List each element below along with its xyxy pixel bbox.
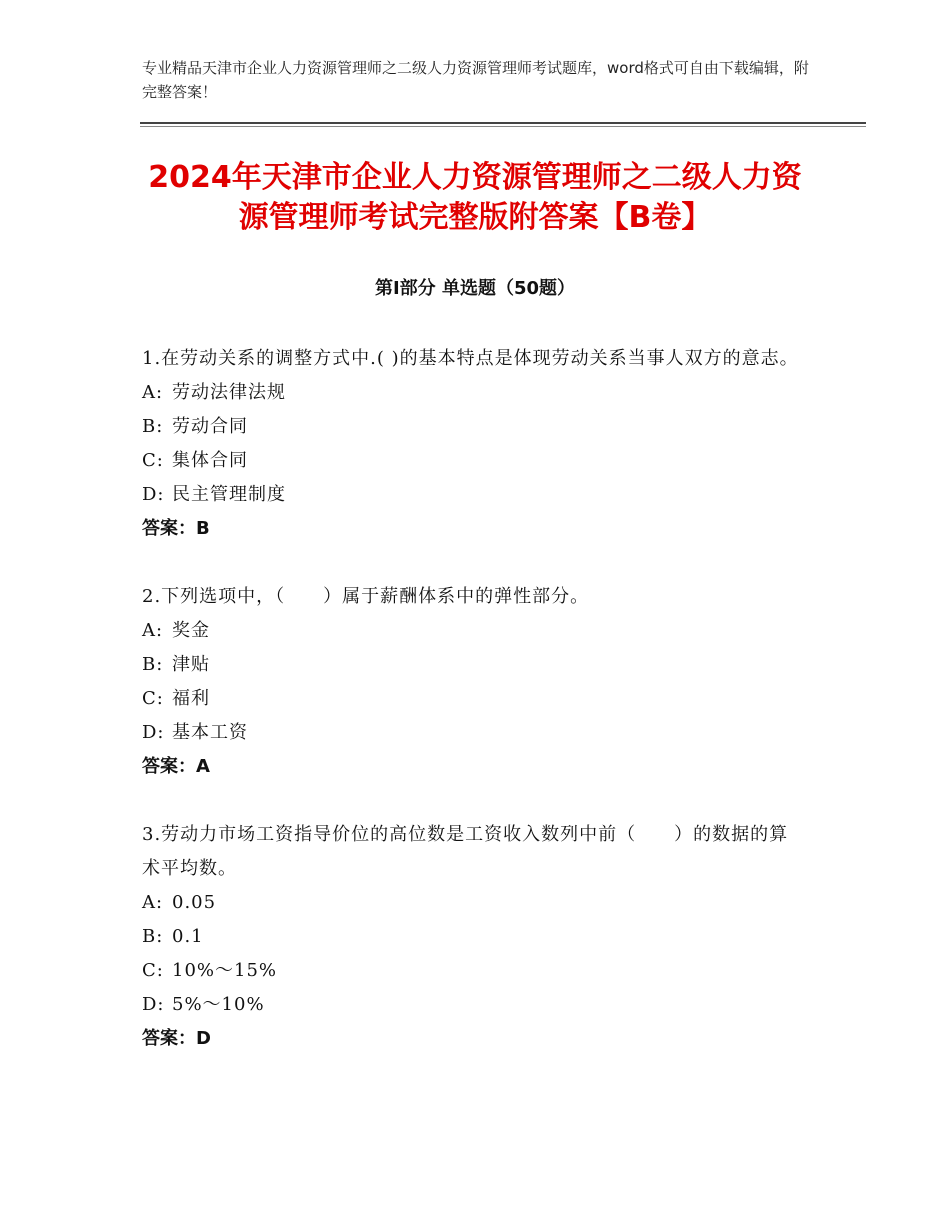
option-c bbox=[142, 682, 802, 716]
option-text: 民主管理制度 bbox=[172, 484, 286, 505]
option-key: D: bbox=[142, 722, 165, 743]
question-list bbox=[142, 342, 802, 1090]
question-2 bbox=[142, 580, 802, 784]
header-note: 专业精品天津市企业人力资源管理师之二级人力资源管理师考试题库，word格式可自由下载编辑，附完整答案！ bbox=[142, 59, 809, 101]
option-key: A: bbox=[142, 382, 164, 403]
option-text: 基本工资 bbox=[172, 722, 248, 743]
option-a bbox=[142, 614, 802, 648]
option-text: 0.1 bbox=[172, 926, 204, 947]
option-a bbox=[142, 376, 802, 410]
question-1 bbox=[142, 342, 802, 546]
answer: 答案：D bbox=[142, 1028, 211, 1049]
option-key: B: bbox=[142, 654, 164, 675]
option-b bbox=[142, 410, 802, 444]
option-key: C: bbox=[142, 960, 164, 981]
option-text: 10%～15% bbox=[172, 960, 278, 981]
option-text: 5%～10% bbox=[172, 994, 265, 1015]
document-title: 2024年天津市企业人力资源管理师之二级人力资源管理师考试完整版附答案【B卷】 bbox=[148, 160, 802, 235]
option-text: 津贴 bbox=[172, 654, 210, 675]
option-a bbox=[142, 886, 802, 920]
answer: 答案：A bbox=[142, 756, 210, 777]
option-text: 集体合同 bbox=[172, 450, 248, 471]
option-b bbox=[142, 920, 802, 954]
question-stem: 1.在劳动关系的调整方式中.( )的基本特点是体现劳动关系当事人双方的意志。 bbox=[142, 348, 799, 369]
option-text: 福利 bbox=[172, 688, 210, 709]
option-d bbox=[142, 478, 802, 512]
option-text: 0.05 bbox=[172, 892, 217, 913]
header-rule-thin bbox=[140, 126, 866, 127]
option-key: A: bbox=[142, 892, 164, 913]
answer: 答案：B bbox=[142, 518, 210, 539]
option-key: B: bbox=[142, 926, 164, 947]
question-stem: 3.劳动力市场工资指导价位的高位数是工资收入数列中前（ ）的数据的算术平均数。 bbox=[142, 824, 789, 879]
option-key: D: bbox=[142, 994, 165, 1015]
section-title: 第Ⅰ部分 单选题（50题） bbox=[374, 278, 575, 299]
option-d bbox=[142, 988, 802, 1022]
option-c bbox=[142, 444, 802, 478]
option-d bbox=[142, 716, 802, 750]
option-c bbox=[142, 954, 802, 988]
option-b bbox=[142, 648, 802, 682]
question-3 bbox=[142, 818, 802, 1056]
option-key: B: bbox=[142, 416, 164, 437]
option-text: 劳动合同 bbox=[172, 416, 248, 437]
option-text: 劳动法律法规 bbox=[172, 382, 286, 403]
option-text: 奖金 bbox=[172, 620, 210, 641]
option-key: D: bbox=[142, 484, 165, 505]
question-stem: 2.下列选项中，（ ）属于薪酬体系中的弹性部分。 bbox=[142, 586, 590, 607]
header-rule bbox=[140, 122, 866, 124]
option-key: C: bbox=[142, 688, 164, 709]
option-key: C: bbox=[142, 450, 164, 471]
option-key: A: bbox=[142, 620, 164, 641]
